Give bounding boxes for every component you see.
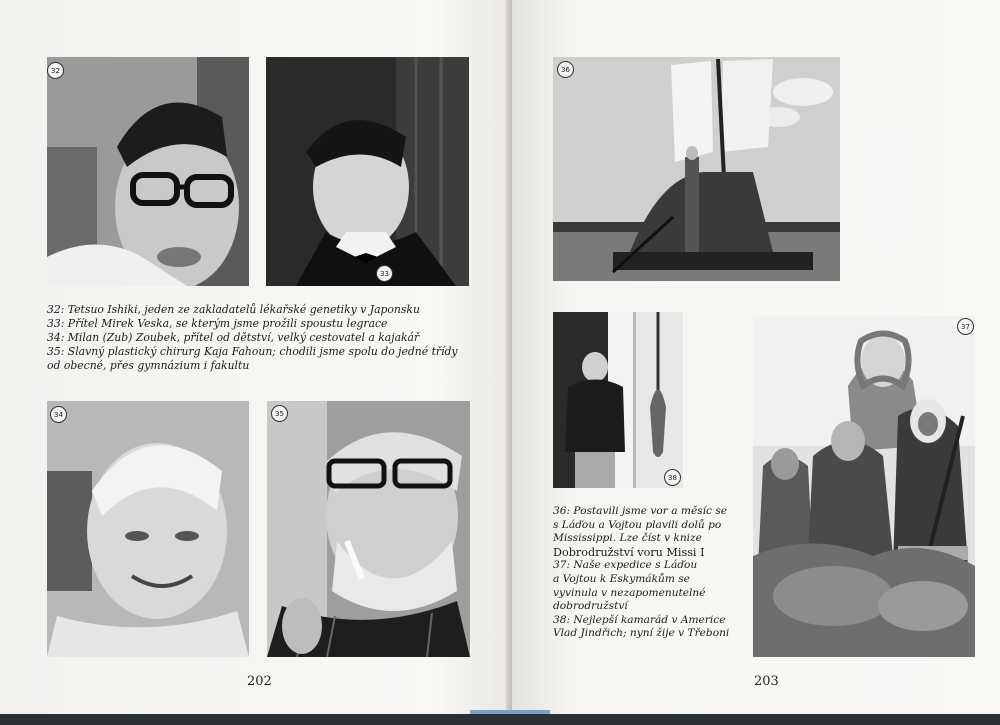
photo-38-portrait xyxy=(553,312,683,488)
caption-line: a Vojtou k Eskymákům se xyxy=(553,572,690,585)
caption-line: Mississippi. Lze číst v knize xyxy=(553,532,702,545)
caption-line-35: 35: Slavný plastický chirurg Kaja Fahoun; chodili jsme spolu do jedné třídy xyxy=(47,345,458,358)
photo-32-portrait xyxy=(47,57,249,286)
caption-line: Dobrodružství voru Missi I xyxy=(553,545,705,559)
photo-38-badge: 38 xyxy=(664,469,681,486)
caption-line: vyvinula v nezapomenutelné xyxy=(553,586,706,599)
photo-32-badge: 32 xyxy=(47,62,64,79)
photo-34-badge: 34 xyxy=(50,406,67,423)
background-strip xyxy=(0,714,1000,725)
caption-line: Vlad Jindřich; nyní žije v Třeboni xyxy=(553,627,730,640)
photo-35-badge: 35 xyxy=(271,405,288,422)
photo-36-raft xyxy=(553,57,840,281)
right-page xyxy=(512,0,1000,716)
caption-line-32: 32: Tetsuo Ishiki, jeden ze zakladatelů lékařské genetiky v Japonsku xyxy=(47,303,420,316)
caption-line-34: 34: Milan (Zub) Zoubek, přítel od dětství, velký cestovatel a kajakář xyxy=(47,331,420,344)
caption-line: 38: Nejlepší kamarád v Americe xyxy=(553,613,726,626)
page-number-right: 203 xyxy=(754,674,779,689)
photo-37-badge: 37 xyxy=(957,318,974,335)
caption-line: 37: Naše expedice s Láďou xyxy=(553,559,698,572)
caption-line-35-cont: od obecné, přes gymnázium i fakultu xyxy=(47,359,250,372)
photo-33-badge: 33 xyxy=(376,265,393,282)
caption-line: dobrodružství xyxy=(553,600,628,613)
photo-37-expedition xyxy=(753,316,975,657)
left-caption xyxy=(47,303,458,373)
photo-35-portrait xyxy=(267,401,470,657)
photo-36-badge: 36 xyxy=(557,61,574,78)
page-number-left: 202 xyxy=(247,674,272,689)
caption-line: s Láďou a Vojtou plavili dolů po xyxy=(553,518,722,531)
caption-line: 36: Postavili jsme vor a měsíc se xyxy=(553,505,728,517)
right-caption xyxy=(553,505,729,641)
photo-34-portrait xyxy=(47,401,249,657)
photo-33-portrait xyxy=(266,57,469,286)
caption-line-33: 33: Přítel Mirek Veska, se kterým jsme prožili spoustu legrace xyxy=(47,317,388,330)
